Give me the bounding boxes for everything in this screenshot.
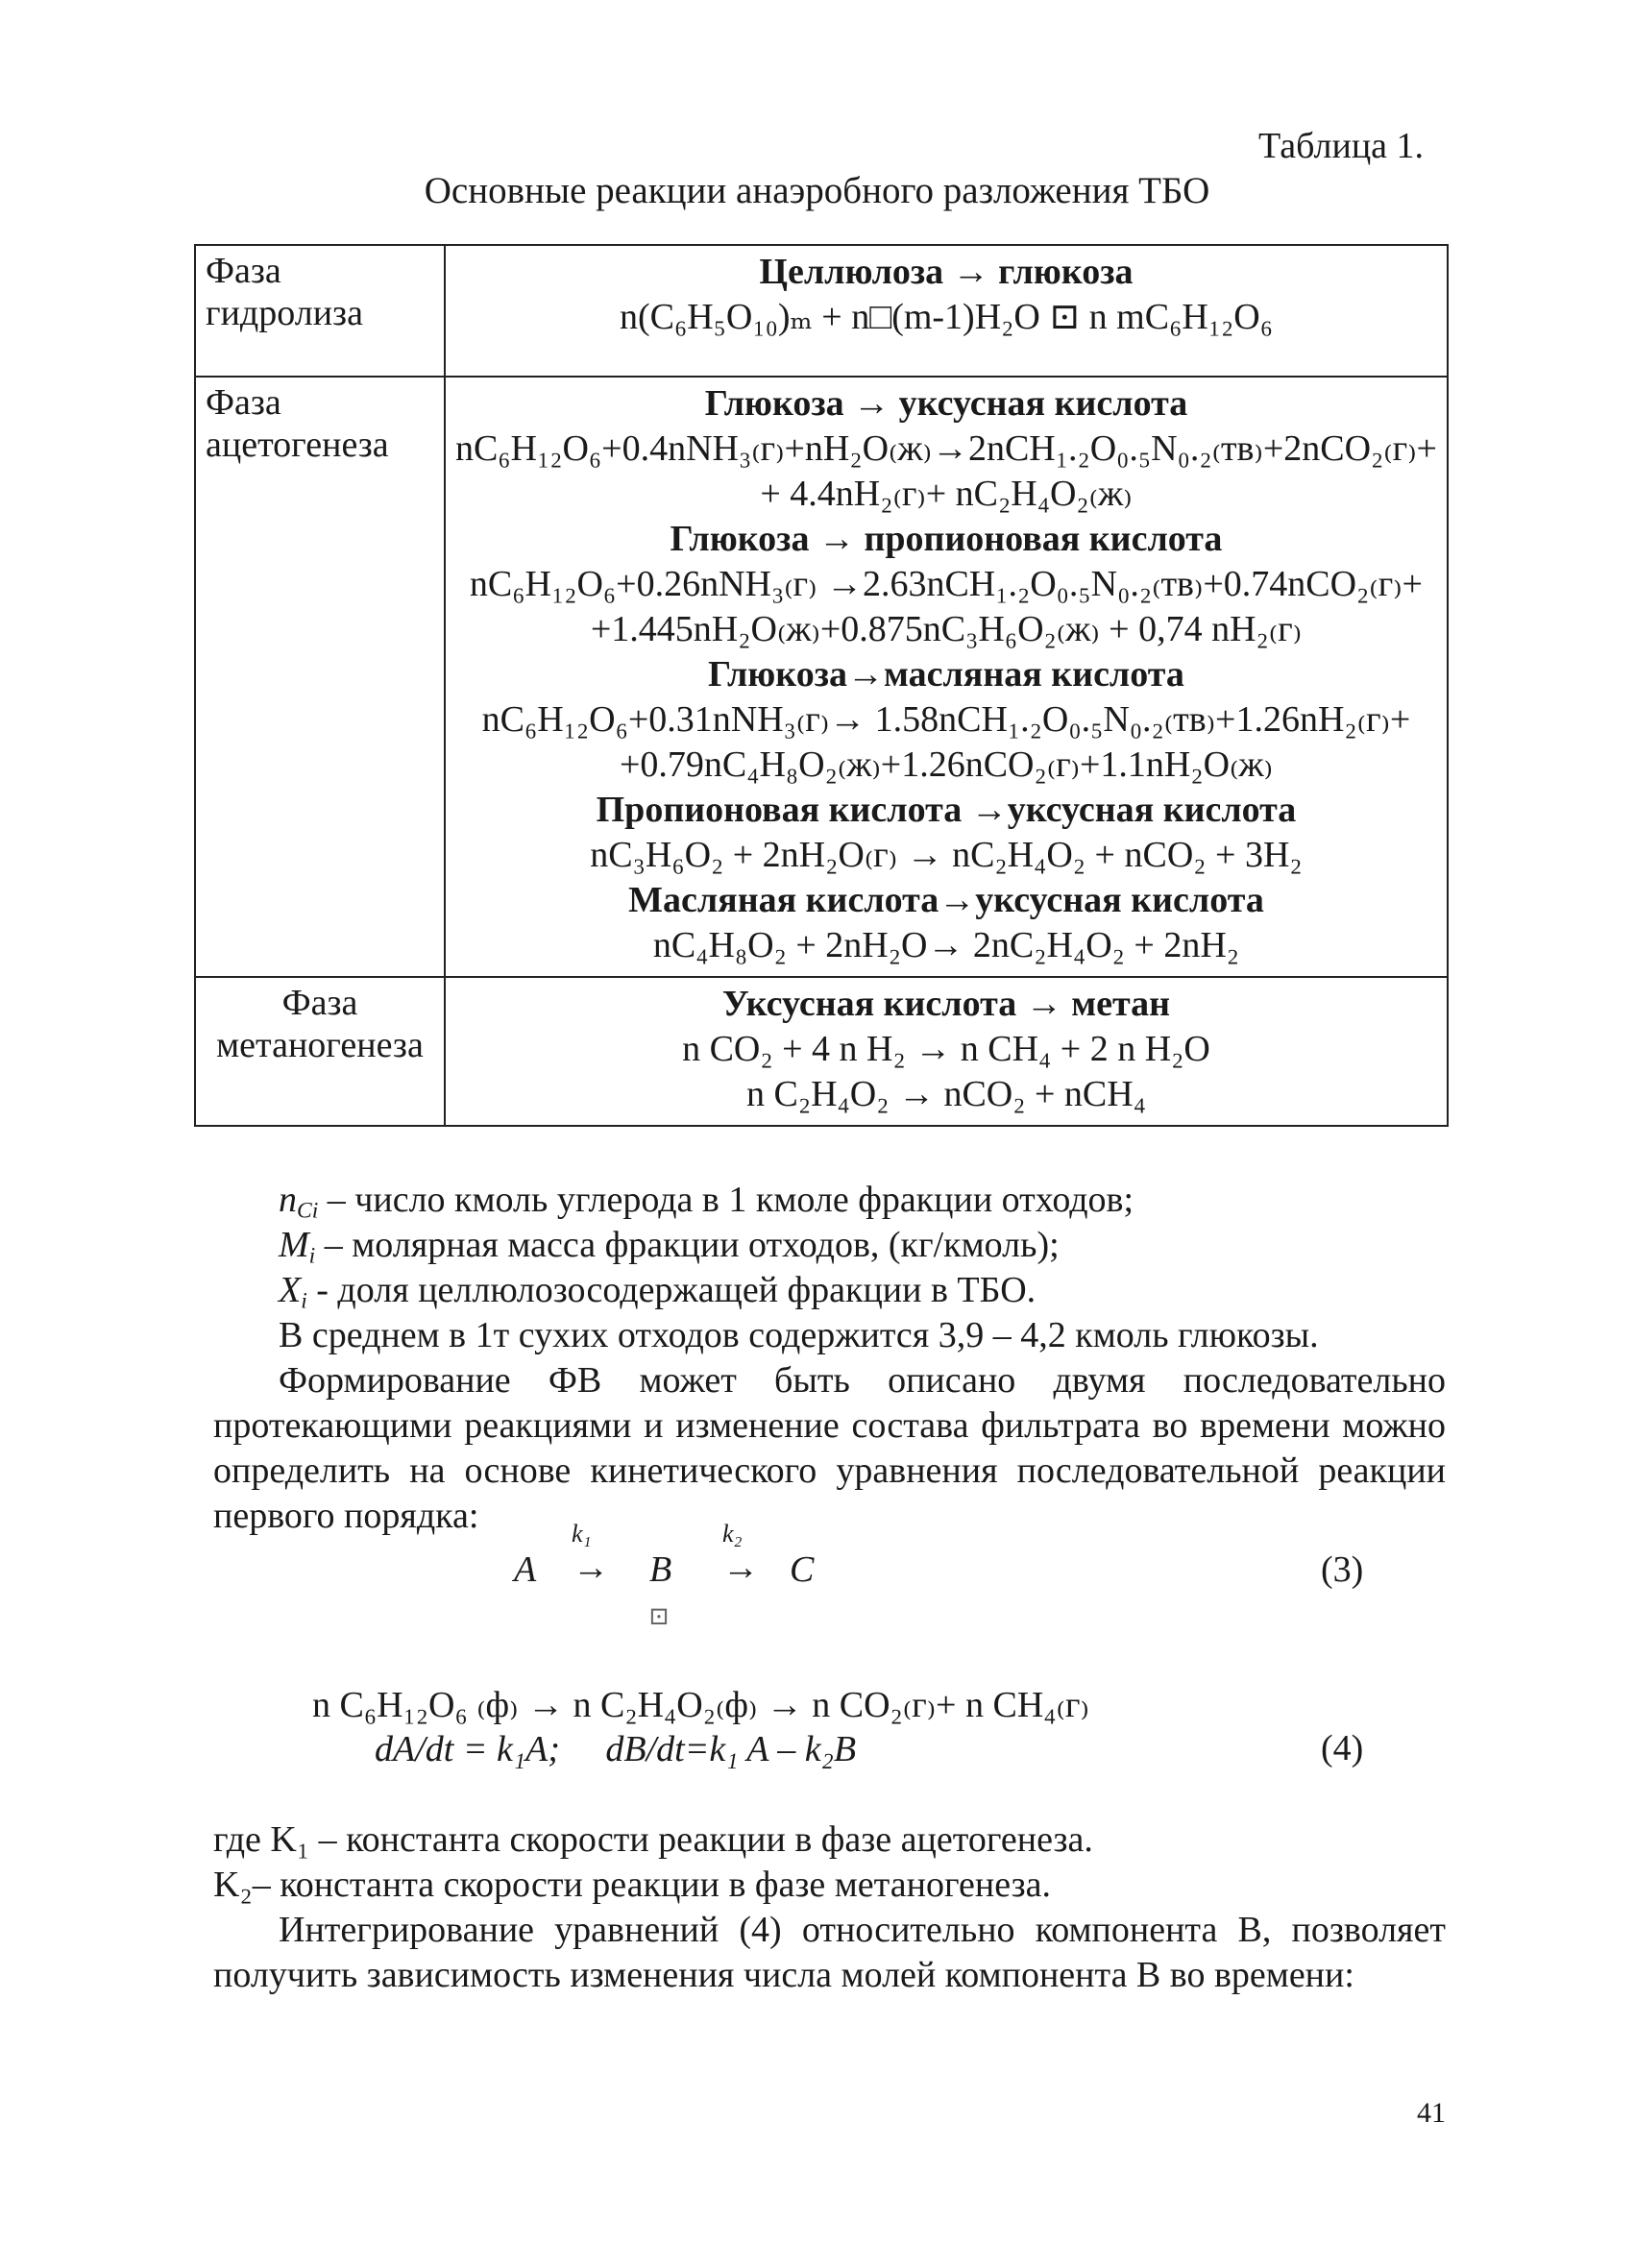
table-row <box>195 377 1448 977</box>
definition-mi <box>279 1223 1060 1268</box>
reaction-title: Глюкоза → пропионовая кислота <box>670 519 1223 559</box>
symbol: $n_{Ci}$ <box>279 1180 319 1224</box>
reaction-title: Уксусная кислота → метан <box>721 984 1171 1024</box>
phase-name: Фаза ацетогенеза <box>206 382 389 465</box>
eq3-b: B <box>649 1549 672 1590</box>
reactions-table <box>194 244 1449 1127</box>
table-title: Основные реакции анаэробного разложения ТБО <box>424 170 1210 211</box>
eq3-c: C <box>790 1549 815 1590</box>
phase-name: Фаза гидролиза <box>206 251 363 333</box>
reaction-equation: +0.79nC₄H₈O₂₍ж₎+1.26nCO₂₍г₎+1.1nH₂O₍ж₎ <box>619 744 1273 785</box>
reaction-equation: +1.445nH₂O₍ж₎+0.875nC₃H₆O₂₍ж₎ + 0,74 nH₂₍г₎ <box>590 609 1303 649</box>
reaction-cell-hydrolysis <box>445 245 1448 377</box>
table-label: Таблица 1. <box>1258 126 1425 166</box>
reaction-title: Пропионовая кислота →уксусная кислота <box>596 790 1297 830</box>
reaction-cell-acetogenesis <box>445 377 1448 977</box>
paragraph-integration: Интегрирование уравнений (4) относительно компонента В, позволяет получить зависимость изменения числа молей компонента В во времени: <box>213 1910 1446 1995</box>
table-row <box>195 977 1448 1126</box>
definition-nci <box>279 1178 1134 1223</box>
phase-cell-acetogenesis <box>195 377 445 977</box>
reaction-equation: nC₆H₁₂O₆+0.4nNH₃₍г₎+nH₂O₍ж₎→2nCH₁.₂O₀.₅N₀.₂₍тв₎+2nCO₂₍г₎+ <box>454 428 1437 469</box>
reaction-title: Глюкоза → уксусная кислота <box>704 383 1188 424</box>
phase-cell-hydrolysis <box>195 245 445 377</box>
placeholder-glyph-icon: ⊡ <box>648 1602 670 1630</box>
reaction-title: Глюкоза→масляная кислота <box>708 654 1184 695</box>
eq4-line1: n C₆H₁₂O₆ ₍ф₎ → n C₂H₄O₂₍ф₎ → n CO₂₍г₎+ n CH₄₍г₎ <box>312 1685 1089 1725</box>
k2-label: k₂ <box>722 1520 743 1548</box>
equation-number: (3) <box>1321 1549 1364 1590</box>
reaction-equation: nC₄H₈O₂ + 2nH₂O→ 2nC₂H₄O₂ + 2nH₂ <box>652 925 1240 965</box>
symbol: $X_i$ <box>279 1270 307 1314</box>
definition-text: - доля целлюлозосодержащей фракции в ТБО. <box>316 1270 1036 1310</box>
paragraph-formation: Формирование ФВ может быть описано двумя последовательно протекающими реакциями и изменение состава фильтрата во времени можно определить на основе кинетического уравнения последовательной реакции первого порядка: <box>213 1360 1446 1536</box>
reaction-equation: n CO₂ + 4 n H₂ → n CH₄ + 2 n H₂O <box>682 1029 1210 1069</box>
reaction-equation: nC₆H₁₂O₆+0.31nNH₃₍г₎→ 1.58nCH₁.₂O₀.₅N₀.₂₍тв₎+1.26nH₂₍г₎+ <box>481 699 1411 740</box>
page-number: 41 <box>1417 2097 1446 2129</box>
definition-xi <box>279 1268 1036 1313</box>
reaction-equation: nC₆H₁₂O₆+0.26nNH₃₍г₎ →2.63nCH₁.₂O₀.₅N₀.₂₍тв₎+0.74nCO₂₍г₎+ <box>469 564 1423 604</box>
equation-number: (4) <box>1321 1728 1364 1768</box>
paragraph-average: В среднем в 1т сухих отходов содержится 3,9 – 4,2 кмоль глюкозы. <box>279 1315 1319 1355</box>
reaction-equation: + 4.4nH₂₍г₎+ nC₂H₄O₂₍ж₎ <box>760 474 1133 514</box>
symbol: $M_i$ <box>279 1225 316 1269</box>
table-row <box>195 245 1448 377</box>
reaction-equation: n C₂H₄O₂ → nCO₂ + nCH₄ <box>745 1074 1146 1114</box>
eq4-line2: dA/dt = k₁A; dB/dt=k₁ A – k₂B <box>375 1729 857 1769</box>
definition-text: – молярная масса фракции отходов, (кг/кмоль); <box>324 1225 1060 1265</box>
phase-name: Фаза <box>281 983 358 1023</box>
k1-definition: где K₁ – константа скорости реакции в фазе ацетогенеза. <box>213 1819 1093 1860</box>
arrow-icon: → <box>722 1548 759 1588</box>
phase-name: метаногенеза <box>216 1025 424 1065</box>
reaction-title: Масляная кислота→уксусная кислота <box>628 880 1264 920</box>
phase-cell-methanogenesis <box>195 977 445 1126</box>
reaction-title: Целлюлоза → глюкоза <box>759 252 1134 292</box>
reaction-equation: n(C₆H₅O₁₀)ₘ + n□(m-1)H₂O ⊡ n mC₆H₁₂O₆ <box>619 297 1273 337</box>
reaction-cell-methanogenesis <box>445 977 1448 1126</box>
arrow-icon: → <box>573 1548 609 1588</box>
eq3-a: A <box>514 1549 537 1590</box>
k1-label: k₁ <box>572 1520 592 1548</box>
definition-text: – число кмоль углерода в 1 кмоле фракции отходов; <box>327 1180 1134 1220</box>
reaction-equation: nC₃H₆O₂ + 2nH₂O₍г₎ → nC₂H₄O₂ + nCO₂ + 3H₂ <box>590 835 1303 875</box>
k2-definition: K₂– константа скорости реакции в фазе метаногенеза. <box>213 1865 1051 1905</box>
